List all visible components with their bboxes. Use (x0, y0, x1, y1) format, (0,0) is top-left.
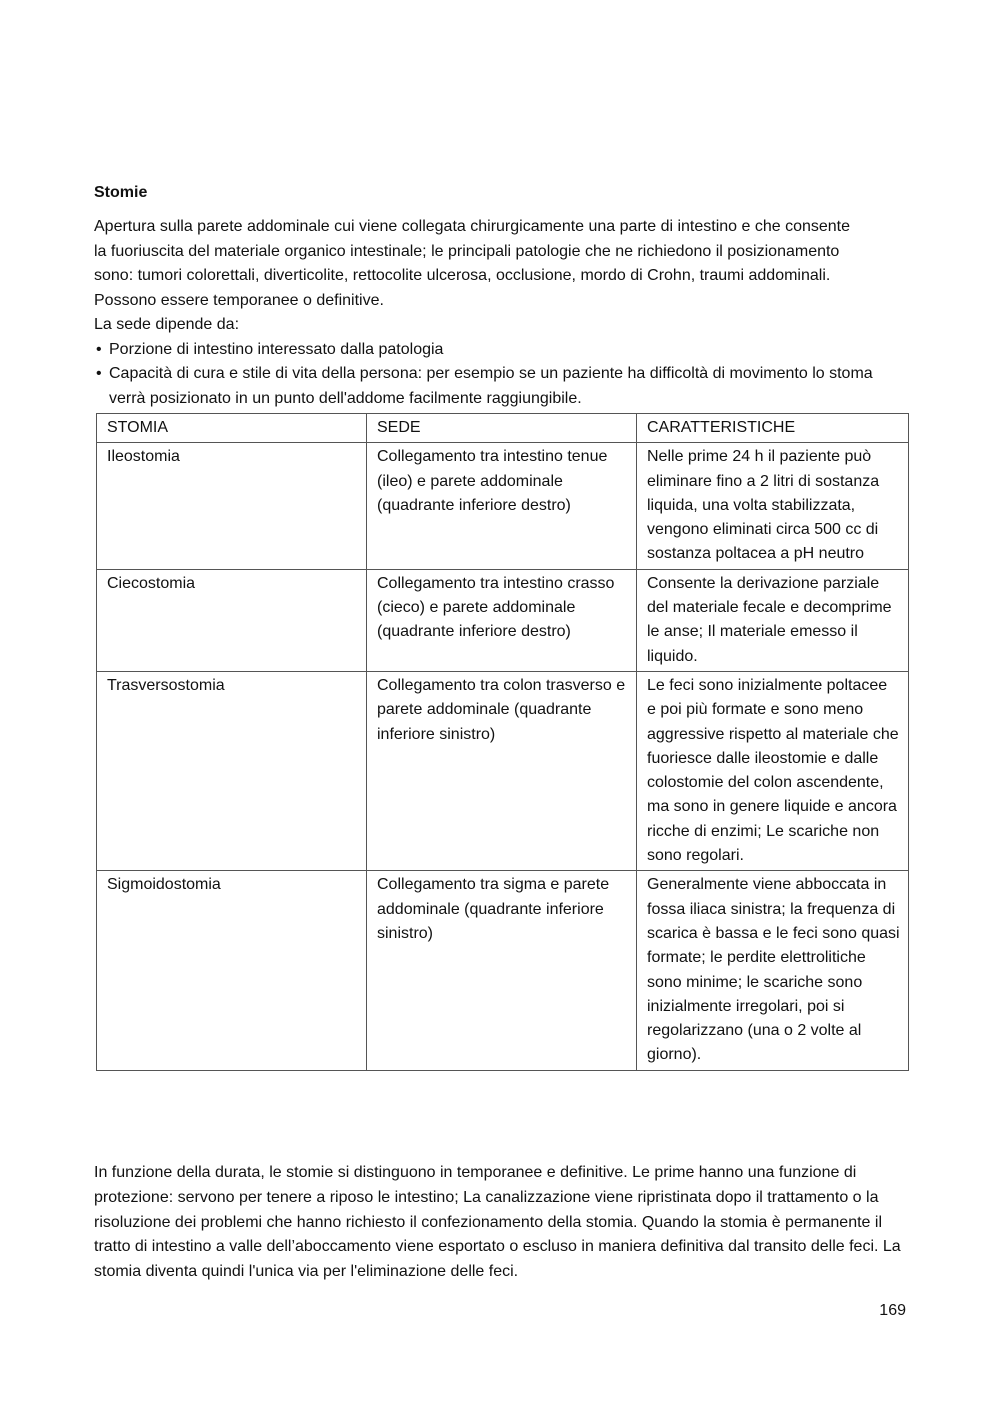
bullet-item (94, 338, 908, 363)
intro-line: la fuoriuscita del materiale organico intestinale; le principali patologie che ne richiedono il posizionamento (94, 242, 840, 260)
cell-sede: Collegamento tra sigma e parete addominale (quadrante inferiore sinistro) (367, 871, 637, 1070)
column-header-stomia: STOMIA (97, 414, 367, 443)
cell-stomia: Ileostomia (97, 443, 367, 569)
cell-stomia: Trasversostomia (97, 671, 367, 870)
column-header-caratteristiche: CARATTERISTICHE (637, 414, 909, 443)
cell-stomia: Sigmoidostomia (97, 871, 367, 1070)
cell-caratteristiche: Nelle prime 24 h il paziente può eliminare fino a 2 litri di sostanza liquida, una volta stabilizzata, vengono eliminati circa 500 cc di sostanza poltacea a pH neutro (637, 443, 909, 569)
bullet-dot: • (96, 340, 102, 358)
cell-caratteristiche: Consente la derivazione parziale del materiale fecale e decomprime le anse; Il materiale emesso il liquido. (637, 569, 909, 671)
cell-sede: Collegamento tra intestino tenue (ileo) e parete addominale (quadrante inferiore destro) (367, 443, 637, 569)
intro-line: Apertura sulla parete addominale cui viene collegata chirurgicamente una parte di intestino e che consente (94, 218, 851, 235)
cell-sede: Collegamento tra colon trasverso e parete addominale (quadrante inferiore sinistro) (367, 671, 637, 870)
column-header-sede: SEDE (367, 414, 637, 443)
bullet-dot: • (96, 365, 102, 382)
intro-paragraph (94, 215, 908, 338)
table-row (97, 569, 909, 671)
table-row (97, 443, 909, 569)
table-row (97, 871, 909, 1070)
table-header-row (97, 414, 909, 443)
cell-caratteristiche: Generalmente viene abboccata in fossa iliaca sinistra; la frequenza di scarica è bassa e le feci sono quasi formate; le perdite elettrolitiche sono minime; le scariche sono inizialmente irregolari, poi si regolarizzano (una o 2 volte al giorno). (637, 871, 909, 1070)
bullet-list (94, 338, 908, 412)
intro-line: Possono essere temporanee o definitive. (94, 291, 384, 309)
outro-paragraph: In funzione della durata, le stomie si distinguono in temporanee e definitive. Le prime hanno una funzione di protezione: servono per tenere a riposo le intestino; La canalizzazione viene ripristinata dopo il trattamento o la risoluzione dei problemi che hanno richiesto il confezionamento della stomia. Quando la stomia è permanente il tratto di intestino a valle dell’aboccamento viene esportato o escluso in maniera definitiva dal transito delle feci. La stomia diventa quindi l'unica via per l'eliminazione delle feci. (94, 1164, 901, 1281)
cell-stomia: Ciecostomia (97, 569, 367, 671)
intro-line: La sede dipende da: (94, 316, 240, 333)
cell-sede: Collegamento tra intestino crasso (cieco) e parete addominale (quadrante inferiore destro) (367, 569, 637, 671)
table-row (97, 671, 909, 870)
bullet-item (94, 362, 908, 411)
cell-caratteristiche: Le feci sono inizialmente poltacee e poi più formate e sono meno aggressive rispetto al materiale che fuoriesce dalle ileostomie e dalle colostomie del colon ascendente, ma sono in genere liquide e ancora ricche di enzimi; Le scariche non sono regolari. (637, 671, 909, 870)
section-title: Stomie (94, 184, 148, 201)
main-content (94, 183, 908, 1071)
page-number: 169 (879, 1302, 906, 1319)
stomia-table (96, 413, 909, 1071)
bullet-text: Porzione di intestino interessato dalla patologia (109, 340, 444, 358)
intro-line: sono: tumori colorettali, diverticolite, rettocolite ulcerosa, occlusione, mordo di Crohn, traumi addominali. (94, 267, 831, 284)
bullet-text: Capacità di cura e stile di vita della persona: per esempio se un paziente ha difficoltà di movimento lo stoma verrà posizionato in un punto dell'addome facilmente raggiungibile. (109, 365, 873, 407)
